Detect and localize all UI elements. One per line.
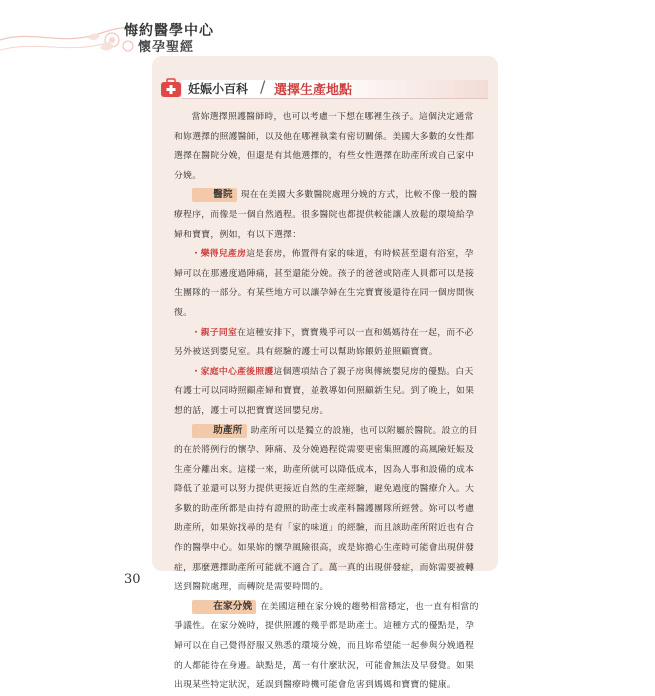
hospital-badge: 醫院 (192, 188, 237, 202)
hospital-paragraph (174, 186, 481, 245)
list-item-bullet: ・家庭中心產後照護 (191, 366, 274, 377)
list-item-bullet: ・樂得兒產房 (191, 249, 247, 260)
birth-center-paragraph (174, 422, 481, 598)
list-item (174, 245, 481, 323)
list-item (174, 363, 481, 422)
home-birth-badge: 在家分娩 (192, 600, 257, 614)
home-birth-text: 在美國這種在家分娩的趨勢相當穩定，也一直有相當的爭議性。在家分娩時，提供照護的幾乎都是助產士。這種方式的優點是，孕婦可以在自己覺得舒服又熟悉的環境分娩，而且妳希望能一起參與分娩過程的人都能待在身邊。缺點是，萬一有什麼狀況，可能會無法及早發覺。如果出現某些特定狀況，延誤到醫療時機可能會危害到媽媽和寶寶的健康。 (174, 601, 479, 691)
section-tag-topic: 選擇生產地點 (274, 83, 353, 98)
list-item-bullet: ・親子同室 (191, 327, 238, 338)
home-birth-paragraph (174, 598, 481, 696)
article-body (174, 108, 481, 696)
section-tag-label: 妊娠小百科 (188, 82, 249, 96)
list-item (174, 324, 481, 363)
intro-paragraph: 當妳選擇照護醫師時，也可以考慮一下想在哪裡生孩子。這個決定通常和妳選擇的照護醫師，以及他在哪裡執業有密切關係。美國大多數的女性都選擇在醫院分娩，但還是有其他選擇的，有些女性選擇在助產所或自己家中分娩。 (174, 112, 475, 181)
header-subtitle: 懷孕聖經 (138, 40, 195, 55)
birth-center-text: 助產所可以是獨立的設施，也可以附屬於醫院。設立的目的在於將例行的懷孕、陣痛、及分娩過程從需要更密集照護的高風險妊娠及生產分離出來。這樣一來，助產所就可以降低成本，因為人事和設備的成本降低了並還可以努力提供更接近自然的生產經驗，避免過度的醫療介入。大多數的助產所都是由持有證照的助產士或產科醫護團隊所經營。妳可以考慮助產所，如果妳找尋的是有「家的味道」的經驗，而且該助產所附近也有合作的醫學中心。如果妳的懷孕風險很高，或是妳擔心生產時可能會出現併發症，那麼選擇助產所可能就不適合了。萬一真的出現併發症，而妳需要被轉送到醫院處理，而轉院是需要時間的。 (174, 425, 479, 593)
hospital-text: 現在在美國大多數醫院處理分娩的方式，比較不像一般的醫療程序，而像是一個自然過程。很多醫院也都提供較能讓人放鬆的環境給孕婦和寶寶，例如，有以下選擇： (174, 190, 478, 240)
section-tag-slash: / (260, 77, 266, 96)
list-item-text: 在這種安排下，寶寶幾乎可以一直和媽媽待在一起，而不必另外被送到嬰兒室。具有經驗的護士可以幫助妳餵奶並照顧寶寶。 (174, 327, 474, 358)
first-aid-kit-icon (160, 77, 182, 99)
birth-center-badge: 助產所 (192, 424, 247, 438)
list-item-text: 這個選項結合了親子房與傳統嬰兒房的優點。白天有護士可以同時照顧產婦和寶寶，並教導如何照顧新生兒。到了晚上，如果想的話，護士可以把寶寶送回嬰兒房。 (174, 366, 475, 416)
header-title: 悔約醫學中心 (124, 23, 214, 39)
list-item-text: 這是套房，佈置得有家的味道，有時候甚至還有浴室，孕婦可以在那邊度過陣痛，甚至還能分娩。孩子的爸爸或陪產人員都可以是接生團隊的一部分。有某些地方可以讓孕婦在生完寶寶後還待在同一個房間恢復。 (174, 249, 475, 318)
page-number: 30 (124, 572, 141, 587)
section-tag (160, 77, 490, 99)
